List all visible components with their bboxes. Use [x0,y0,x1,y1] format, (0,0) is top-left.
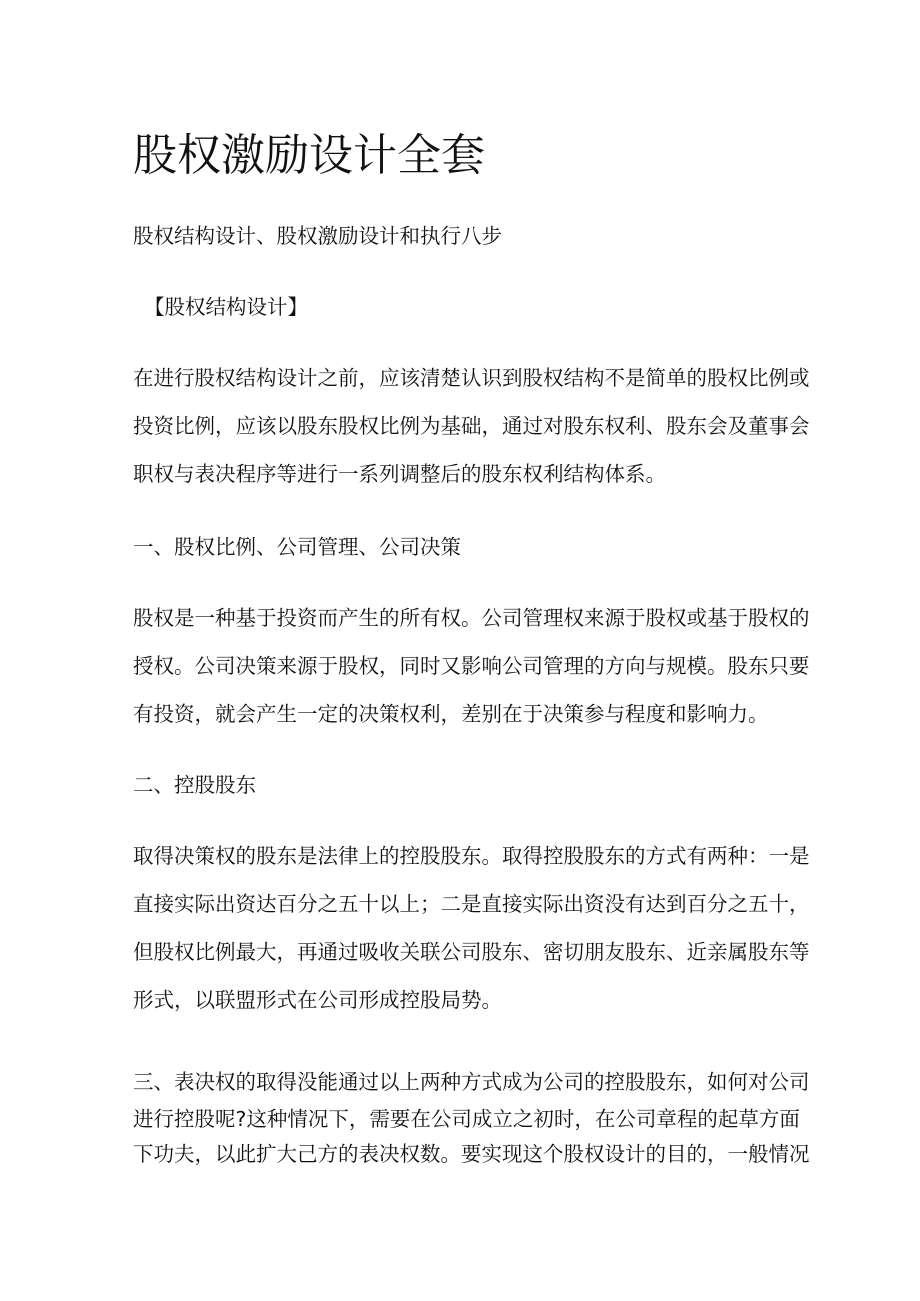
intro-line-3: 职权与表决程序等进行一系列调整后的股东权利结构体系。 [133,462,666,486]
para-1-line-3: 有投资，就会产生一定的决策权利，差别在于决策参与程度和影响力。 [133,702,769,726]
para-2-line-3: 但股权比例最大，再通过吸收关联公司股东、密切朋友股东、近亲属股东等 [133,940,810,964]
heading-1: 一、股权比例、公司管理、公司决策 [133,535,461,559]
document-title: 股权激励设计全套 [133,130,485,181]
para-3-line-1: 三、表决权的取得没能通过以上两种方式成为公司的控股股东，如何对公司 [133,1070,810,1094]
heading-2: 二、控股股东 [133,773,256,797]
para-2-line-1: 取得决策权的股东是法律上的控股股东。取得控股股东的方式有两种：一是 [133,844,810,868]
para-2-line-4: 形式，以联盟形式在公司形成控股局势。 [133,988,502,1012]
intro-line-1: 在进行股权结构设计之前，应该清楚认识到股权结构不是简单的股权比例或 [133,366,810,390]
intro-line-2: 投资比例，应该以股东股权比例为基础，通过对股东权利、股东会及董事会 [133,414,810,438]
para-3-line-3: 下功夫，以此扩大己方的表决权数。要实现这个股权设计的目的，一般情况 [133,1142,810,1166]
section-label: 【股权结构设计】 [144,295,308,319]
para-1-line-1: 股权是一种基于投资而产生的所有权。公司管理权来源于股权或基于股权的 [133,606,810,630]
para-1-line-2: 授权。公司决策来源于股权，同时又影响公司管理的方向与规模。股东只要 [133,654,810,678]
document-subtitle: 股权结构设计、股权激励设计和执行八步 [133,224,502,248]
para-3-line-2: 进行控股呢?这种情况下，需要在公司成立之初时，在公司章程的起草方面 [133,1107,800,1131]
para-2-line-2: 直接实际出资达百分之五十以上；二是直接实际出资没有达到百分之五十， [133,892,810,916]
